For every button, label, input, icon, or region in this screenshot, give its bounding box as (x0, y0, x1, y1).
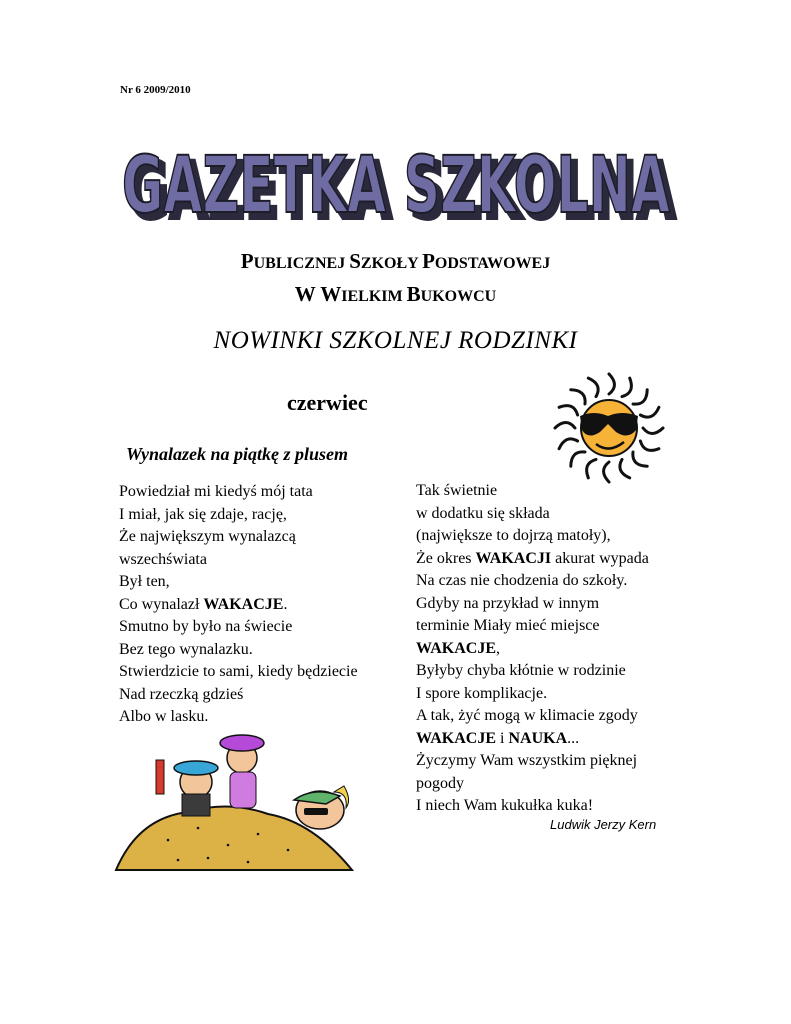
school-name-part: UKOWCU (420, 288, 497, 305)
poem-column-right (416, 480, 649, 818)
school-name-part: IELKIM (341, 288, 407, 305)
poem-text: ... (567, 729, 580, 747)
poem-text: (największe to dojrzą matoły), (416, 527, 611, 544)
sun-ray (571, 452, 585, 466)
poem-line (119, 504, 358, 527)
school-name-part: ODSTAWOWEJ (434, 255, 551, 272)
poem-text: I spore komplikacje. (416, 684, 548, 702)
school-name-part: P (240, 249, 254, 273)
poem-line (119, 571, 358, 594)
masthead-title (118, 138, 678, 230)
poem-column-left (119, 481, 358, 729)
sun-ray (633, 390, 647, 404)
school-name-part: S (349, 249, 361, 273)
poem-line (416, 705, 649, 728)
author-credit: Ludwik Jerzy Kern (550, 817, 657, 832)
poem-text: Tak świetnie (416, 482, 498, 499)
poem-text: I niech Wam kukułka kuka! (416, 797, 594, 814)
section-headline: NOWINKI SZKOLNEJ RODZINKI (213, 327, 578, 354)
sun-ray (633, 452, 647, 466)
school-name-part: W (294, 282, 321, 306)
poem-line (119, 526, 358, 549)
school-name-part: UBLICZNEJ (253, 255, 350, 272)
poem-text: A tak, żyć mogą w klimacie zgody (416, 707, 638, 724)
sun-ray (609, 374, 614, 394)
poem-line (416, 683, 649, 706)
poem-line (416, 660, 649, 683)
sun-ray (643, 428, 663, 433)
poem-text: Na czas nie chodzenia do szkoły. (416, 572, 628, 589)
poem-text: Że okres (416, 549, 476, 567)
poem-line (416, 570, 649, 593)
poem-line (416, 548, 649, 571)
school-name-line1 (0, 246, 791, 279)
poem-line (416, 773, 649, 796)
poem-text: Bez tego wynalazku. (119, 640, 253, 658)
poem-text: Życzymy Wam wszystkim pięknej (416, 752, 638, 769)
sun-ray (559, 439, 578, 449)
month-label: czerwiec (287, 390, 368, 415)
sun-ray (604, 462, 609, 482)
school-name-part: W (320, 282, 342, 306)
sun-ray (620, 459, 630, 478)
poem-emphasis: WAKACJI (475, 549, 552, 567)
poem-line (416, 795, 649, 818)
poem-line (416, 480, 649, 503)
poem-line (119, 661, 358, 684)
poem-line (119, 481, 358, 504)
poem-text: Był ten, (119, 573, 170, 590)
article-title: Wynalazek na piątkę z plusem (126, 444, 349, 464)
poem-text: Albo w lasku. (119, 708, 209, 725)
school-name-line2 (0, 279, 791, 312)
poem-text: , (496, 639, 501, 657)
sun-ray (588, 378, 598, 397)
poem-line (119, 684, 358, 707)
poem-text: i (496, 729, 509, 747)
poem-text: Byłyby chyba kłótnie w rodzinie (416, 662, 626, 679)
sun-clipart-icon (548, 368, 670, 486)
poem-text: pogody (416, 774, 464, 792)
sun-ray (555, 423, 575, 428)
poem-emphasis: WAKACJE (203, 595, 284, 613)
poem-text: Smutno by było na świecie (119, 618, 293, 635)
issue-number: Nr 6 2009/2010 (120, 84, 191, 96)
beach-children-clipart-icon (108, 730, 358, 880)
school-name (0, 246, 791, 312)
poem-line (416, 503, 649, 526)
sun-ray (571, 390, 585, 404)
poem-emphasis: WAKACJE (416, 639, 497, 657)
poem-line (416, 750, 649, 773)
school-name-part: B (406, 282, 421, 306)
school-name-part: P (422, 249, 435, 273)
poem-line (416, 525, 649, 548)
poem-line (416, 638, 649, 661)
poem-emphasis: NAUKA (508, 729, 568, 747)
sun-ray (640, 441, 659, 450)
sun-ray (622, 378, 631, 397)
poem-line (416, 728, 649, 751)
poem-line (119, 706, 358, 729)
masthead-text: GAZETKA SZKOLNA (122, 141, 670, 230)
masthead-shadow: GAZETKA SZKOLNA (128, 147, 676, 230)
poem-text: Nad rzeczką gdzieś (119, 685, 244, 703)
poem-text: Co wynalazł (119, 595, 204, 613)
sun-ray (587, 459, 596, 478)
poem-line (119, 616, 358, 639)
poem-text: w dodatku się składa (416, 504, 550, 522)
sun-ray (640, 407, 659, 417)
sun-ray (559, 406, 578, 415)
school-name-part: ZKOŁY (360, 255, 423, 272)
poem-emphasis: WAKACJE (416, 729, 497, 747)
poem-text: Że największym wynalazcą (119, 528, 296, 545)
poem-text: wszechświata (119, 550, 207, 568)
poem-text: Powiedział mi kiedyś mój tata (119, 483, 313, 500)
poem-line (119, 639, 358, 662)
poem-text: terminie Miały mieć miejsce (416, 617, 600, 634)
poem-line (119, 594, 358, 617)
poem-text: . (283, 595, 288, 613)
poem-text: Gdyby na przykład w innym (416, 594, 600, 612)
poem-line (416, 593, 649, 616)
poem-text: akurat wypada (551, 549, 649, 567)
poem-line (119, 549, 358, 572)
poem-text: Stwierdzicie to sami, kiedy będziecie (119, 663, 358, 680)
poem-text: I miał, jak się zdaje, rację, (119, 505, 287, 523)
poem-line (416, 615, 649, 638)
